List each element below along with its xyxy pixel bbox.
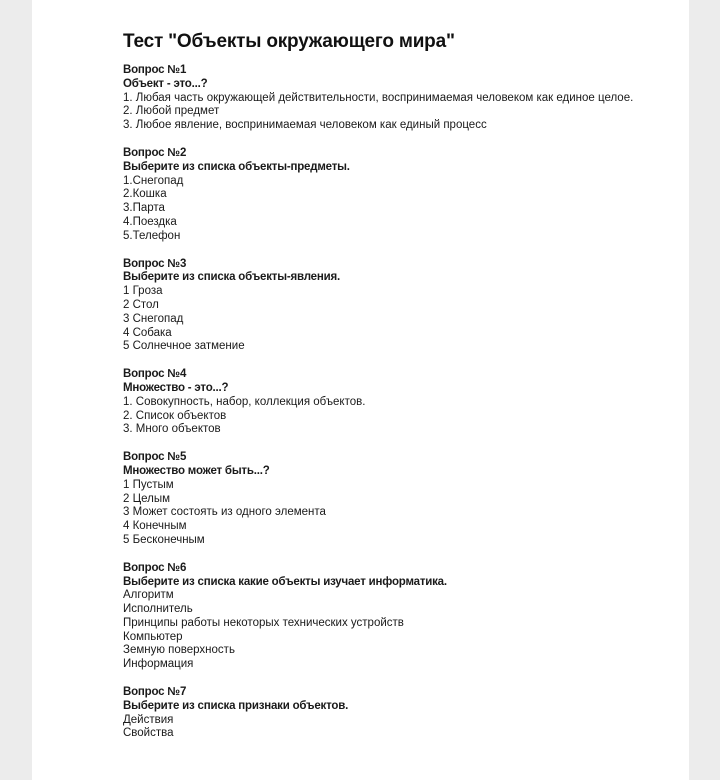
question-3 <box>123 258 643 355</box>
question-list <box>123 64 643 755</box>
question-5 <box>123 451 643 548</box>
answer-option: 5 Солнечное затмение <box>123 340 245 353</box>
answer-option: 3 Может состоять из одного элемента <box>123 506 326 519</box>
answer-option: 3. Любое явление, воспринимаемая человеком как единый процесс <box>123 119 487 132</box>
answer-option: 2 Целым <box>123 492 170 505</box>
question-prompt: Выберите из списка объекты-предметы. <box>123 160 350 173</box>
question-heading: Вопрос №5 <box>123 451 187 464</box>
answer-option: 4 Конечным <box>123 520 187 533</box>
answer-option: 2. Любой предмет <box>123 105 220 118</box>
page-title: Тест "Объекты окружающего мира" <box>123 31 455 52</box>
question-1 <box>123 64 643 133</box>
question-prompt: Множество - это...? <box>123 381 229 394</box>
answer-option: 1 Гроза <box>123 285 163 298</box>
answer-option: 3. Много объектов <box>123 423 221 436</box>
document-page <box>32 0 689 780</box>
answer-option: Свойства <box>123 727 174 740</box>
answer-option: Действия <box>123 713 174 726</box>
answer-option: 3 Снегопад <box>123 312 184 325</box>
answer-option: Земную поверхность <box>123 644 235 657</box>
question-prompt: Выберите из списка признаки объектов. <box>123 699 349 712</box>
question-heading: Вопрос №6 <box>123 561 187 574</box>
answer-option: 2. Список объектов <box>123 409 227 422</box>
answer-option: 5.Телефон <box>123 229 181 242</box>
question-prompt: Объект - это...? <box>123 77 208 90</box>
answer-option: 3.Парта <box>123 202 165 215</box>
answer-option: Компьютер <box>123 630 183 643</box>
question-2 <box>123 147 643 244</box>
answer-option: Алгоритм <box>123 589 174 602</box>
answer-option: Принципы работы некоторых технических устройств <box>123 616 404 629</box>
question-prompt: Выберите из списка объекты-явления. <box>123 271 340 284</box>
question-prompt: Множество может быть...? <box>123 464 270 477</box>
question-heading: Вопрос №2 <box>123 146 187 159</box>
answer-option: Информация <box>123 658 194 671</box>
question-heading: Вопрос №7 <box>123 686 187 699</box>
answer-option: 2.Кошка <box>123 188 167 201</box>
answer-option: 1. Любая часть окружающей действительности, воспринимаемая человеком как единое целое. <box>123 91 634 104</box>
answer-option: 2 Стол <box>123 298 159 311</box>
question-6 <box>123 562 643 672</box>
question-heading: Вопрос №3 <box>123 257 187 270</box>
answer-option: 1 Пустым <box>123 478 174 491</box>
answer-option: Исполнитель <box>123 603 193 616</box>
answer-option: 1.Снегопад <box>123 174 184 187</box>
question-7 <box>123 686 643 741</box>
answer-option: 1. Совокупность, набор, коллекция объектов. <box>123 395 366 408</box>
answer-option: 4.Поездка <box>123 215 177 228</box>
answer-option: 4 Собака <box>123 326 172 339</box>
question-prompt: Выберите из списка какие объекты изучает информатика. <box>123 575 447 588</box>
question-4 <box>123 368 643 437</box>
question-heading: Вопрос №1 <box>123 64 187 76</box>
question-heading: Вопрос №4 <box>123 368 187 381</box>
answer-option: 5 Бесконечным <box>123 533 205 546</box>
